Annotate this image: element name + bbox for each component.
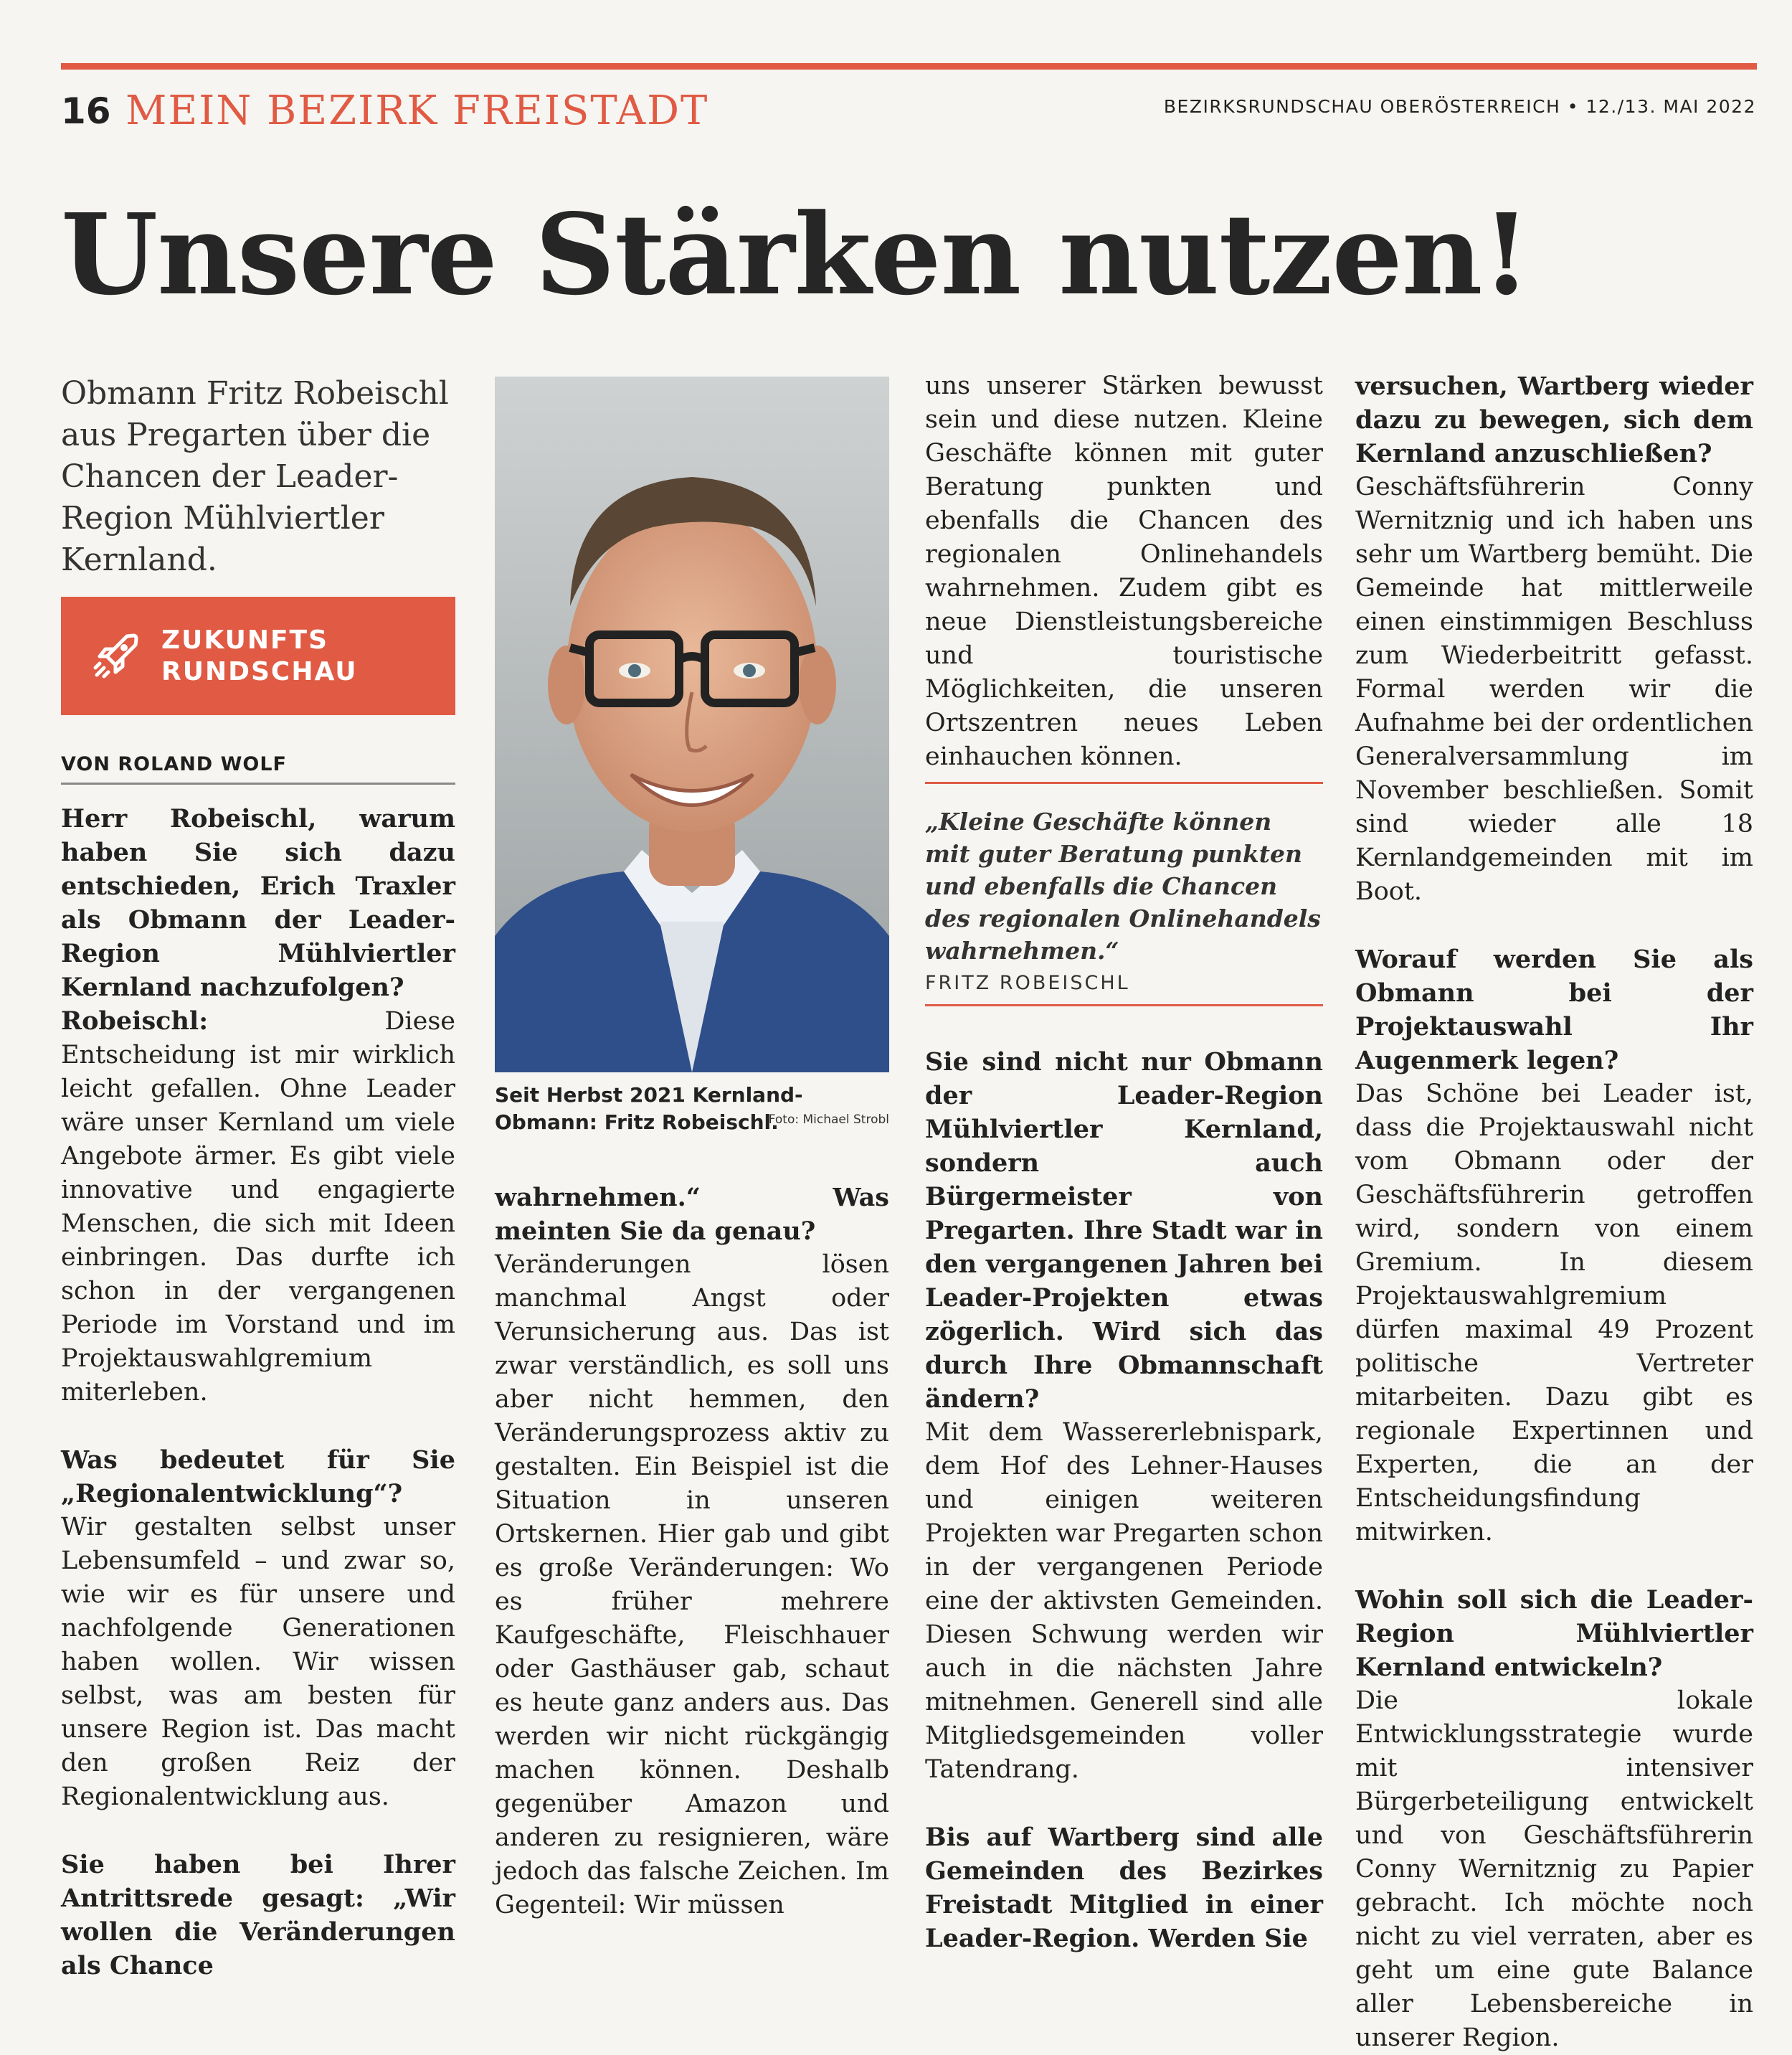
zukunfts-rundschau-badge [61,597,455,715]
lead-text: Obmann Fritz Robeischl aus Pregarten über die Chancen der Leader-Region Mühlviertler Kernland. [61,375,449,578]
pull-quote [925,782,1323,967]
speaker-label: Robeischl: [61,1006,209,1036]
answer-3-continued: uns unserer Stärken bewusst sein und diese nutzen. Kleine Geschäfte können mit guter Beratung punkten und ebenfalls die Chancen des regionalen Onlinehandels wahrnehmen. Zudem gibt es neue Dienstleistungsbereiche und touristische Möglichkeiten, die unseren Ortszentren neues Leben einhauchen können. [925,372,1323,771]
top-rule [61,63,1757,70]
badge-line-2: RUNDSCHAU [161,656,358,686]
question-7: Wohin soll sich die Leader-Region Mühlviertler Kernland entwickeln? [1355,1585,1753,1682]
column-4 [1355,369,1753,2055]
badge-line-1: ZUKUNFTS [161,625,329,655]
portrait-photo [495,377,889,1072]
answer-1-text: Diese Entscheidung ist mir wirklich leicht gefallen. Ohne Leader wäre unser Kernland um viele Angebote ärmer. Es gibt viele innovative und engagierte Menschen, die sich mit Ideen einbringen. Das durfte ich schon in der vergangenen Periode im Vorstand und im Projektauswahlgremium miterleben. [61,1007,455,1407]
byline: VON ROLAND WOLF [61,753,455,785]
column-1 [61,802,455,1983]
answer-3: Veränderungen lösen manchmal Angst oder Verunsicherung aus. Das ist zwar verständlich, es soll uns aber nicht hemmen, den Veränderungsprozess aktiv zu gestalten. Ein Beispiel ist die Situation in unseren Ortskernen. Hier gab und gibt es große Veränderungen: Wo es früher mehrere Kaufgeschäfte, Fleischhauer oder Gasthäuser gab, schaut es heute ganz anders aus. Das werden wir nicht rückgängig machen können. Deshalb gegenüber Amazon und anderen zu resignieren, wäre jedoch das falsche Zeichen. Im Gegenteil: Wir müssen [495,1250,889,1919]
answer-4: Mit dem Wassererlebnispark, dem Hof des Lehner-Hauses und einigen weiteren Projekten war Pregarten schon in der vergangenen Periode eine der aktivsten Gemeinden. Diesen Schwung werden wir auch in die nächsten Jahre mitnehmen. Generell sind alle Mitgliedsgemeinden voller Tatendrang. [925,1418,1323,1784]
answer-7: Die lokale Entwicklungsstrategie wurde mit intensiver Bürgerbeteiligung entwickelt und von Geschäftsführerin Conny Wernitznig zu Papier gebracht. Ich möchte noch nicht zu viel verraten, aber es geht um eine gute Balance aller Lebensbereiche in unserer Region. [1355,1686,1753,2052]
photo-caption-text: Seit Herbst 2021 Kernland-Obmann: Fritz Robeischl. [495,1083,803,1134]
question-3-continued: wahrnehmen.“ Was meinten Sie da genau? [495,1183,889,1246]
question-3: Sie haben bei Ihrer Antrittsrede gesagt: „Wir wollen die Veränderungen als Chance [61,1850,455,1980]
answer-5: Geschäftsführerin Conny Wernitznig und ich haben uns sehr um Wartberg bemüht. Die Gemeinde hat mittlerweile einen einstimmigen Beschluss zum Wiederbeitritt gefasst. Formal werden wir die Aufnahme bei der ordentlichen Generalversammlung im November beschließen. Somit sind wieder alle 18 Kernlandgemeinden mit im Boot. [1355,473,1753,906]
pull-quote-text: „Kleine Geschäfte können mit guter Beratung punkten und ebenfalls die Chancen des regionalen Onlinehandels wahrnehmen.“ [925,808,1321,965]
question-2: Was bedeutet für Sie „Regionalentwicklung“? [61,1445,455,1508]
column-2 [495,1181,889,1922]
answer-1 [61,1004,455,1409]
column-3-top [925,369,1323,774]
photo-credit: Foto: Michael Strobl [768,1112,889,1127]
pull-quote-source: FRITZ ROBEISCHL [925,972,1323,1006]
question-5: Bis auf Wartberg sind alle Gemeinden des Bezirkes Freistadt Mitglied in einer Leader-Region. Werden Sie [925,1823,1323,1953]
portrait-illustration [495,377,889,1072]
column-3-bottom [925,1045,1323,1955]
headline: Unsere Stärken nutzen! [61,189,1530,320]
masthead: BEZIRKSRUNDSCHAU OBERÖSTERREICH • 12./13. MAI 2022 [1163,96,1756,117]
answer-2: Wir gestalten selbst unser Lebensumfeld – und zwar so, wie wir es für unsere und nachfolgende Generationen haben wollen. Wir wissen selbst, was am besten für unsere Region ist. Das macht den großen Reiz der Regionalentwicklung aus. [61,1513,455,1811]
question-6: Worauf werden Sie als Obmann bei der Projektauswahl Ihr Augenmerk legen? [1355,945,1753,1075]
question-4: Sie sind nicht nur Obmann der Leader-Region Mühlviertler Kernland, sondern auch Bürgermeister von Pregarten. Ihre Stadt war in den vergangenen Jahren bei Leader-Projekten etwas zögerlich. Wird sich das durch Ihre Obmannschaft ändern? [925,1047,1323,1414]
photo-caption [495,1082,889,1136]
answer-6: Das Schöne bei Leader ist, dass die Projektauswahl nicht vom Obmann oder der Geschäftsführerin getroffen wird, sondern von einem Gremium. In diesem Projektauswahlgremium dürfen maximal 49 Prozent politische Vertreter mitarbeiten. Dazu gibt es regionale Expertinnen und Experten, die an der Entscheidungsfindung mitwirken. [1355,1080,1753,1546]
question-1: Herr Robeischl, warum haben Sie sich dazu entschieden, Erich Traxler als Obmann der Leader-Region Mühlviertler Kernland nachzufolgen? [61,804,455,1002]
page-number: 16 [61,90,111,132]
question-5-continued: versuchen, Wartberg wieder dazu zu bewegen, sich dem Kernland anzuschließen? [1355,372,1753,468]
rocket-icon [90,630,141,682]
section-title: MEIN BEZIRK FREISTADT [125,88,709,134]
